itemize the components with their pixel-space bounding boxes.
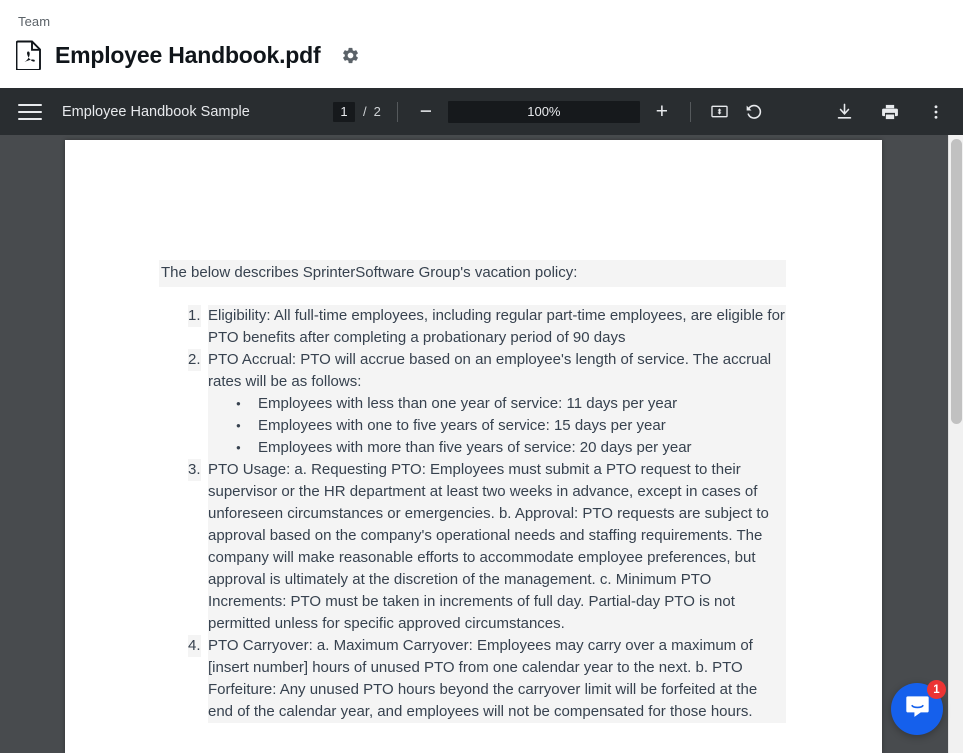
list-item-text: PTO Usage: a. Requesting PTO: Employees must submit a PTO request to their supervisor or the HR department at least two weeks in advance, except in cases of unforeseen circumstances or emergencies. b. Approval: PTO requests are subject to approval based on the company's operational needs and staffing requirements. The company will make reasonable efforts to accommodate employee preferences, but approval is ultimately at the discretion of the management. c. Minimum PTO Increments: PTO must be taken in increments of full day. Partial-day PTO is not permitted unless for specific approved circumstances. bbox=[208, 459, 786, 635]
team-breadcrumb: Team bbox=[18, 14, 51, 29]
toolbar-document-name: Employee Handbook Sample bbox=[62, 103, 250, 120]
zoom-level-input[interactable] bbox=[448, 101, 640, 123]
gear-icon[interactable] bbox=[339, 44, 361, 66]
list-item-text: PTO Carryover: a. Maximum Carryover: Employees may carry over a maximum of [insert number] hours of unused PTO from one calendar year to the next. b. PTO Forfeiture: Any unused PTO hours beyond the carryover limit will be forfeited at the end of the calendar year, and employees will not be compensated for those hours. bbox=[208, 635, 786, 723]
zoom-out-button[interactable]: − bbox=[419, 100, 432, 123]
toolbar-right-controls bbox=[831, 88, 949, 135]
pdf-viewer-body bbox=[0, 135, 963, 753]
fit-to-page-icon[interactable] bbox=[707, 99, 733, 125]
intro-paragraph: The below describes SprinterSoftware Group's vacation policy: bbox=[159, 260, 786, 287]
more-options-icon[interactable] bbox=[923, 99, 949, 125]
vertical-scrollbar-thumb[interactable] bbox=[951, 139, 962, 424]
list-item: ● Employees with less than one year of service: 11 days per year bbox=[208, 393, 786, 415]
list-item-text: Eligibility: All full-time employees, including regular part-time employees, are eligible for PTO benefits after completing a probationary period of 90 days bbox=[208, 305, 786, 349]
chat-launcher-button[interactable] bbox=[891, 683, 943, 735]
list-item: ● Employees with one to five years of service: 15 days per year bbox=[208, 415, 786, 437]
toolbar-center-controls bbox=[333, 88, 767, 135]
toolbar-divider bbox=[397, 102, 398, 122]
total-pages-label: 2 bbox=[373, 104, 381, 119]
pdf-toolbar bbox=[0, 88, 963, 135]
chat-bubble-icon bbox=[904, 693, 931, 725]
rotate-counterclockwise-icon[interactable] bbox=[741, 99, 767, 125]
list-item bbox=[161, 459, 786, 635]
chat-unread-badge: 1 bbox=[927, 680, 946, 699]
policy-list bbox=[161, 305, 786, 723]
hamburger-menu-icon[interactable] bbox=[18, 99, 44, 125]
list-item bbox=[161, 349, 786, 459]
list-item bbox=[161, 635, 786, 723]
list-item: ● Employees with more than five years of service: 20 days per year bbox=[208, 437, 786, 459]
vertical-scrollbar-track[interactable] bbox=[948, 135, 963, 753]
document-header bbox=[0, 0, 963, 88]
download-icon[interactable] bbox=[831, 99, 857, 125]
page-title: Employee Handbook.pdf bbox=[55, 41, 321, 68]
pdf-file-icon bbox=[16, 40, 42, 70]
pdf-page-content bbox=[161, 260, 786, 723]
print-icon[interactable] bbox=[877, 99, 903, 125]
accrual-bullet-list bbox=[208, 393, 786, 459]
pdf-page-1 bbox=[65, 140, 882, 753]
list-item bbox=[161, 305, 786, 349]
document-title-row bbox=[16, 40, 361, 70]
list-item-text: PTO Accrual: PTO will accrue based on an employee's length of service. The accrual rates will be as follows: bbox=[208, 349, 786, 393]
zoom-in-button[interactable]: + bbox=[655, 100, 668, 123]
page-separator: / bbox=[363, 104, 367, 119]
toolbar-divider-2 bbox=[690, 102, 691, 122]
page-number-input[interactable] bbox=[333, 102, 355, 122]
